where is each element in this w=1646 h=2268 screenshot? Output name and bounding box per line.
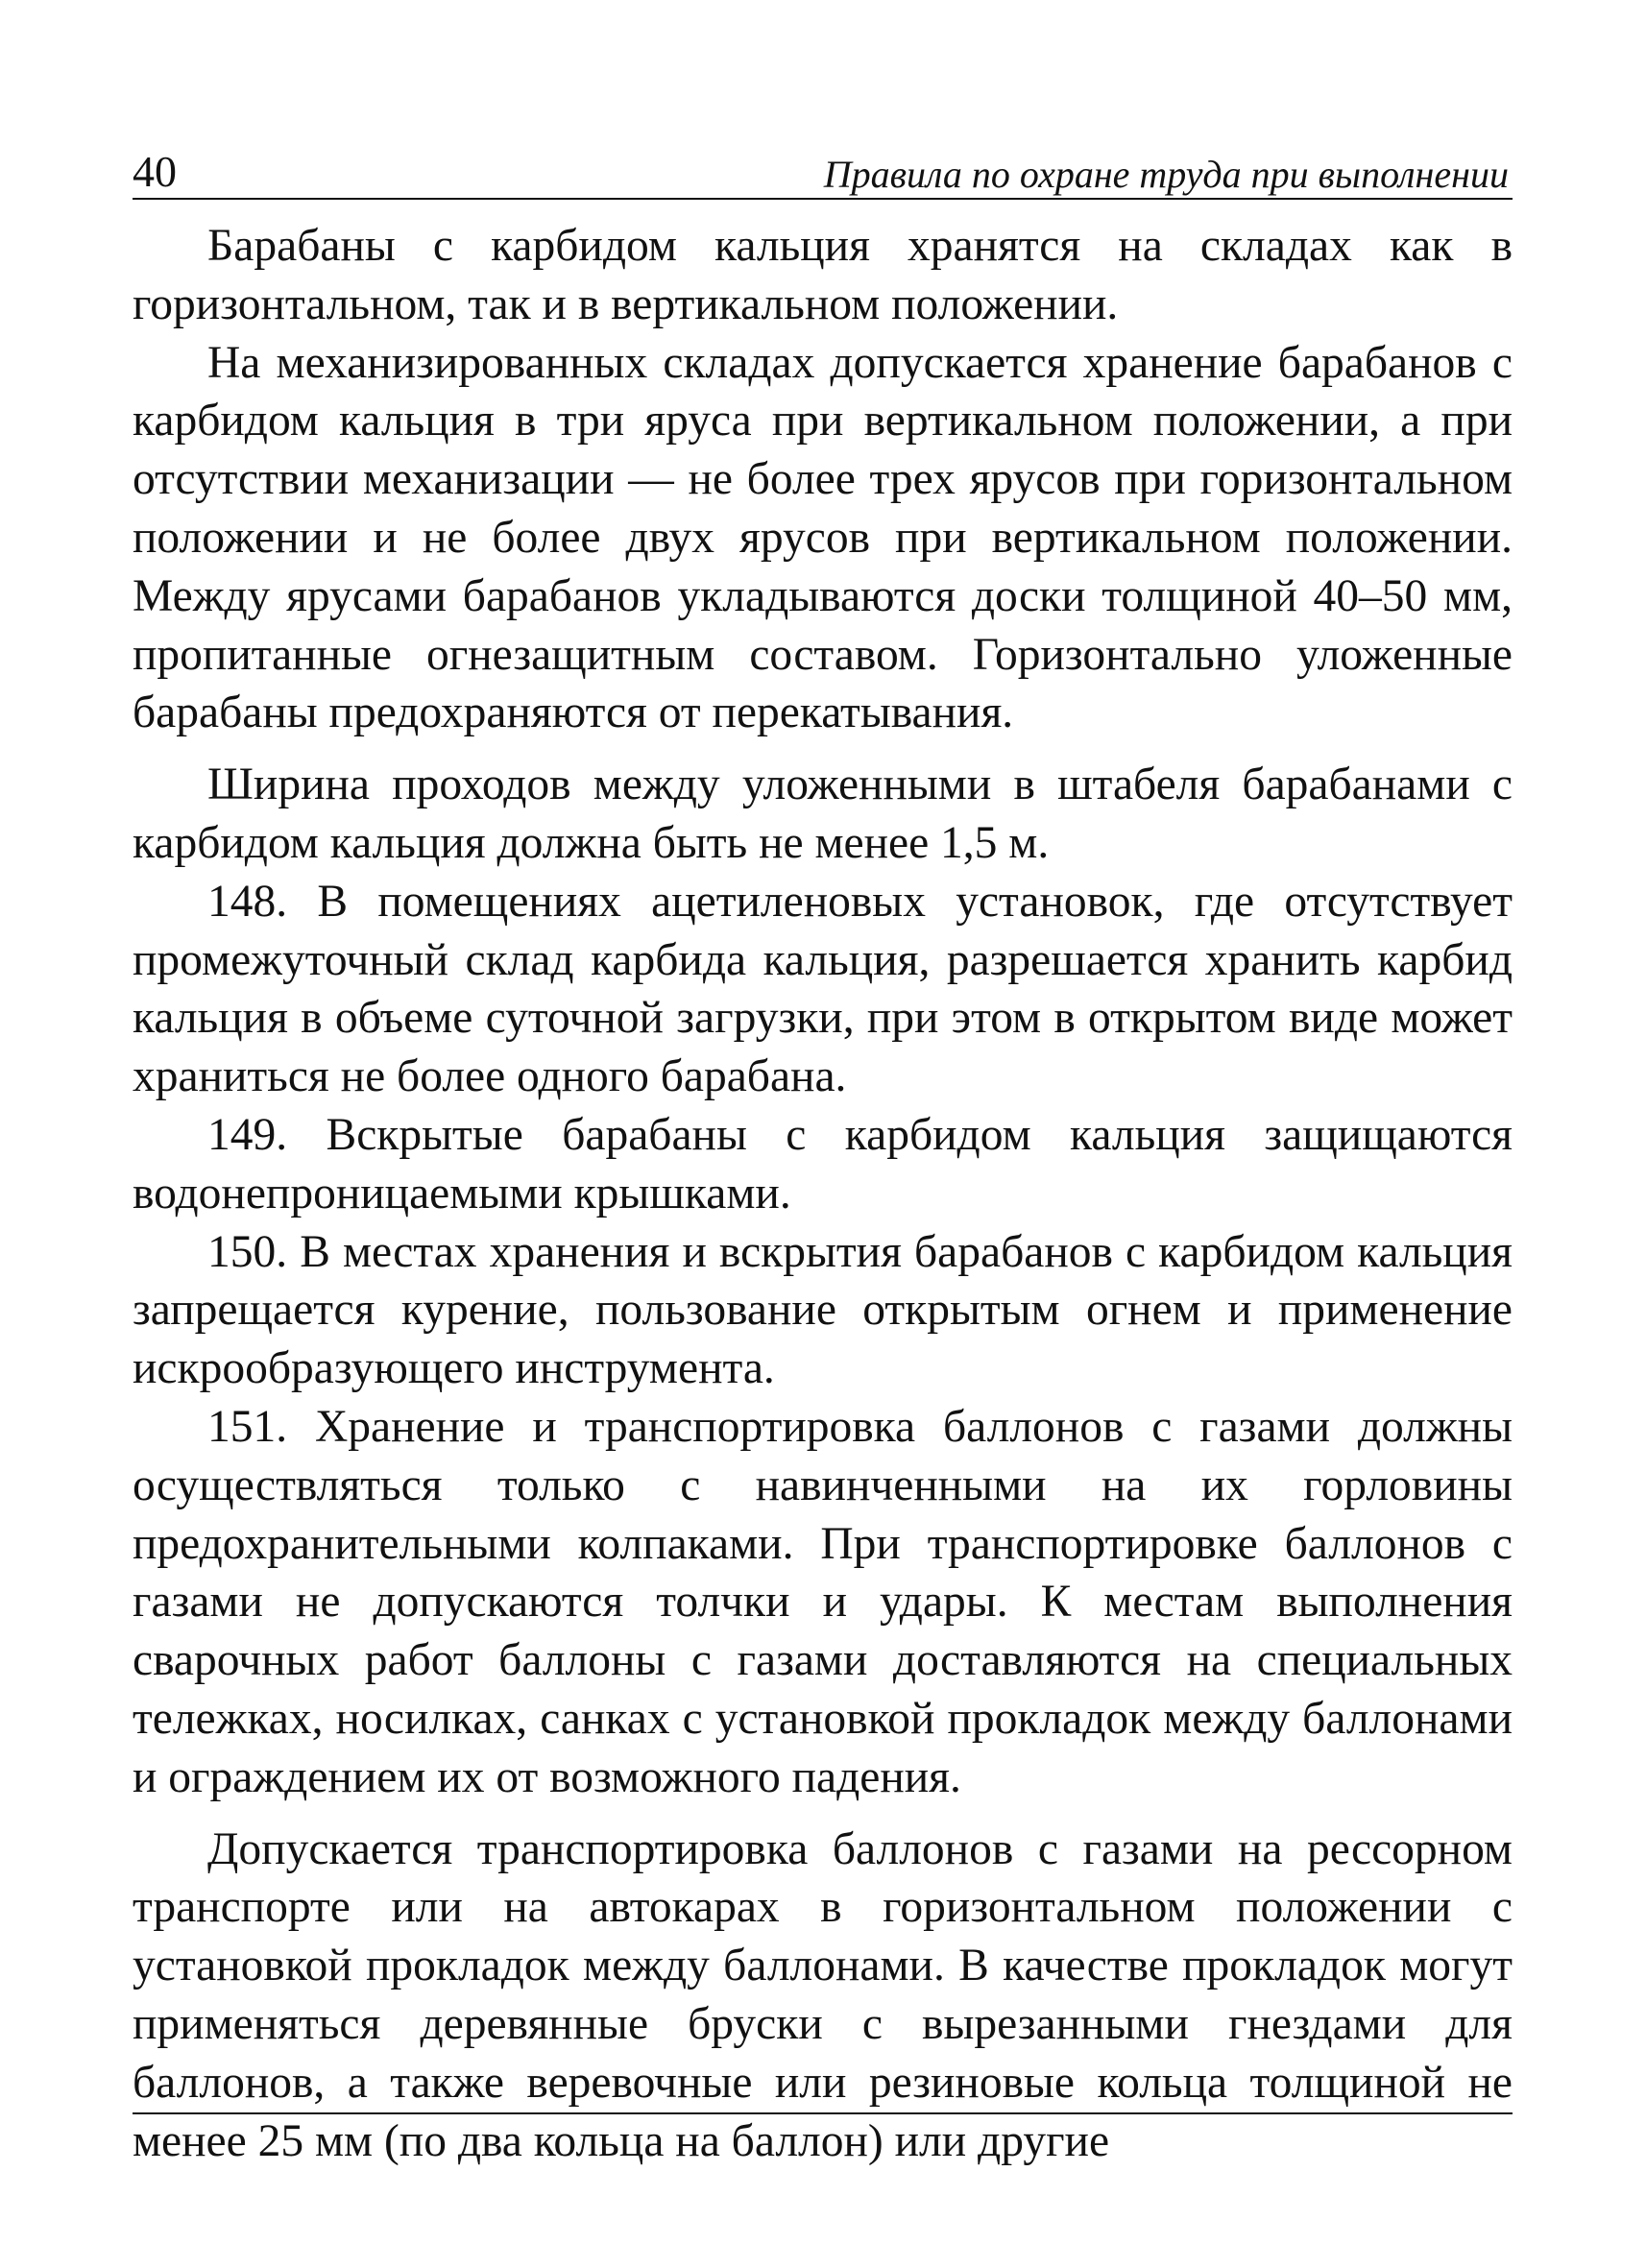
paragraph-mechanized-warehouses: На механизированных складах допускается хранение барабанов с карбидом кальция в три яруса при вертикальном положении, а при отсутствии механизации — не более трех ярусов при горизонтальном положении и не более двух ярусов при вертикальном положении. Между ярусами барабанов укладываются доски толщиной 40–50 мм, пропитанные огнезащитным составом. Горизонтально уложенные барабаны предохраняются от перекатывания.	[133, 337, 1513, 738]
page-number: 40	[133, 147, 177, 196]
paragraph-148: 148. В помещениях ацетиленовых установок, где отсутствует промежуточный склад карбида кальция, разрешается хранить карбид кальция в объеме суточной загрузки, при этом в открытом виде может храниться не более одного барабана.	[133, 876, 1513, 1102]
paragraph-storage-position: Барабаны с карбидом кальция хранятся на складах как в горизонтальном, так и в вертикальном положении.	[133, 221, 1513, 329]
running-title: Правила по охране труда при выполнении	[823, 153, 1509, 196]
footer-rule	[133, 2112, 1513, 2114]
paragraph-151: 151. Хранение и транспортировка баллонов с газами должны осуществляться только с навинченными на их горловины предохранительными колпаками. При транспортировке баллонов с газами не допускаются толчки и удары. К местам выполнения сварочных работ баллоны с газами доставляются на специальных тележках, носилках, санках с установкой прокладок между баллонами и ограждением их от возможного падения.	[133, 1401, 1513, 1802]
paragraph-transport-permitted: Допускается транспортировка баллонов с газами на рессорном транспорте или на автокарах в горизонтальном положении с установкой прокладок между баллонами. В качестве прокладок могут применяться деревянные бруски с вырезанными гнездами для баллонов, а также веревочные или резиновые кольца толщиной не менее 25 мм (по два кольца на баллон) или другие	[133, 1823, 1513, 2166]
running-header	[133, 142, 1513, 200]
header-rule	[133, 198, 1513, 200]
paragraph-150: 150. В местах хранения и вскрытия барабанов с карбидом кальция запрещается курение, пользование открытым огнем и применение искрообразующего инструмента.	[133, 1226, 1513, 1394]
paragraph-149: 149. Вскрытые барабаны с карбидом кальция защищаются водонепроницаемыми крышками.	[133, 1109, 1513, 1218]
paragraph-passage-width: Ширина проходов между уложенными в штабеля барабанами с карбидом кальция должна быть не менее 1,5 м.	[133, 760, 1513, 868]
body-text	[133, 217, 1513, 2170]
